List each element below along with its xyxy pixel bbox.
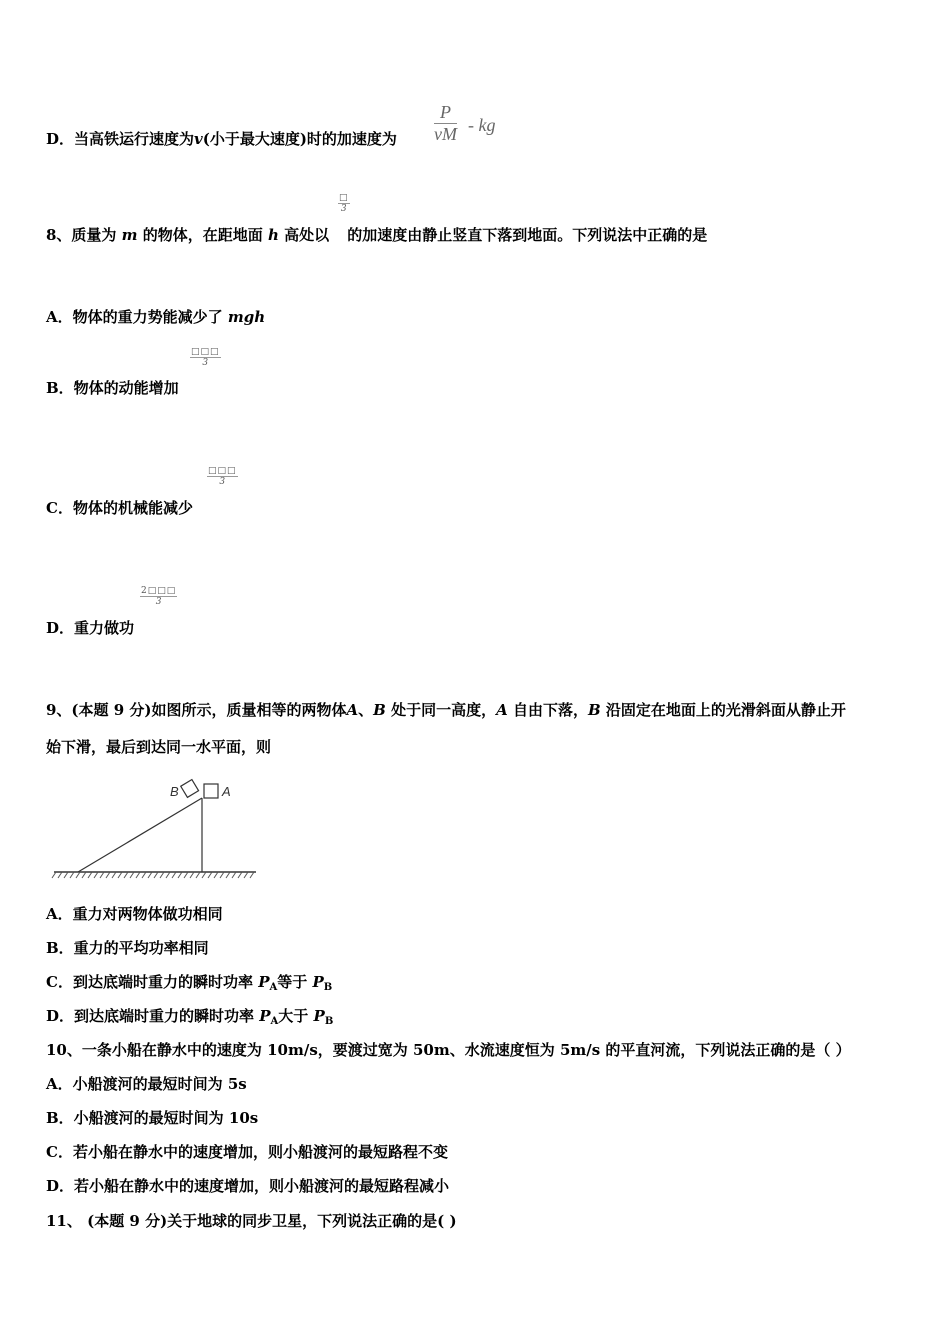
label-a: A	[222, 784, 231, 799]
q9-option-a: A．重力对两物体做功相同	[46, 905, 223, 923]
label-b: B	[170, 784, 179, 799]
q8-option-c-fraction: □□□ 3	[208, 466, 237, 487]
q8-option-c: C．物体的机械能减少	[46, 499, 193, 517]
incline-slope	[78, 798, 202, 872]
q9-option-d: D．到达底端时重力的瞬时功率 $P_A$大于 $P_B$	[46, 1007, 334, 1027]
q8-option-d-fraction: $\frac{2□□□}{3}$	[141, 586, 177, 607]
q10-option-c: C．若小船在静水中的速度增加，则小船渡河的最短路程不变	[46, 1143, 448, 1161]
q11-stem: 11、 (本题 9 分)关于地球的同步卫星，下列说法正确的是( )	[46, 1212, 457, 1230]
q10-option-b: B．小船渡河的最短时间为 10s	[46, 1109, 259, 1127]
block-a	[204, 784, 218, 798]
q8-option-b-fraction: □□□ 3	[191, 347, 220, 368]
q10-option-a: A．小船渡河的最短时间为 5s	[46, 1075, 247, 1093]
q8-option-b: B．物体的动能增加	[46, 379, 179, 397]
q8-option-d: D．重力做功	[46, 619, 135, 637]
q10-option-d: D．若小船在静水中的速度增加，则小船渡河的最短路程减小	[46, 1177, 450, 1195]
q7-formula-fraction: $\frac{P}{vM}$	[434, 102, 457, 144]
q8-option-a: A．物体的重力势能减少了 mgh	[46, 308, 266, 326]
q10-stem: 10、一条小船在静水中的速度为 10m/s，要渡过宽为 50m、水流速度恒为 5m/s 的平直河流，下列说法正确的是（ ）	[46, 1041, 851, 1059]
q9-stem-line1: 9、(本题 9 分)如图所示，质量相等的两物体A、B 处于同一高度，A 自由下落，B 沿固定在地面上的光滑斜面从静止开	[46, 701, 846, 719]
q8-accel-fraction: □ 3	[339, 193, 349, 214]
q8-stem: 8、质量为 m 的物体，在距地面 h 高处以 的加速度由静止竖直下落到地面。下列说法中正确的是	[46, 226, 708, 244]
q7-formula-tail: - kg	[468, 115, 496, 135]
q9-option-c: C．到达底端时重力的瞬时功率 $P_A$等于 $P_B$	[46, 973, 333, 993]
block-b	[181, 780, 199, 798]
incline-diagram	[50, 776, 260, 882]
q9-option-b: B．重力的平均功率相同	[46, 939, 209, 957]
ground-hatch	[52, 872, 254, 878]
q9-stem-line2: 始下滑，最后到达同一水平面，则	[46, 738, 272, 756]
q7-option-d: D．当高铁运行速度为v(小于最大速度)时的加速度为	[46, 130, 397, 148]
